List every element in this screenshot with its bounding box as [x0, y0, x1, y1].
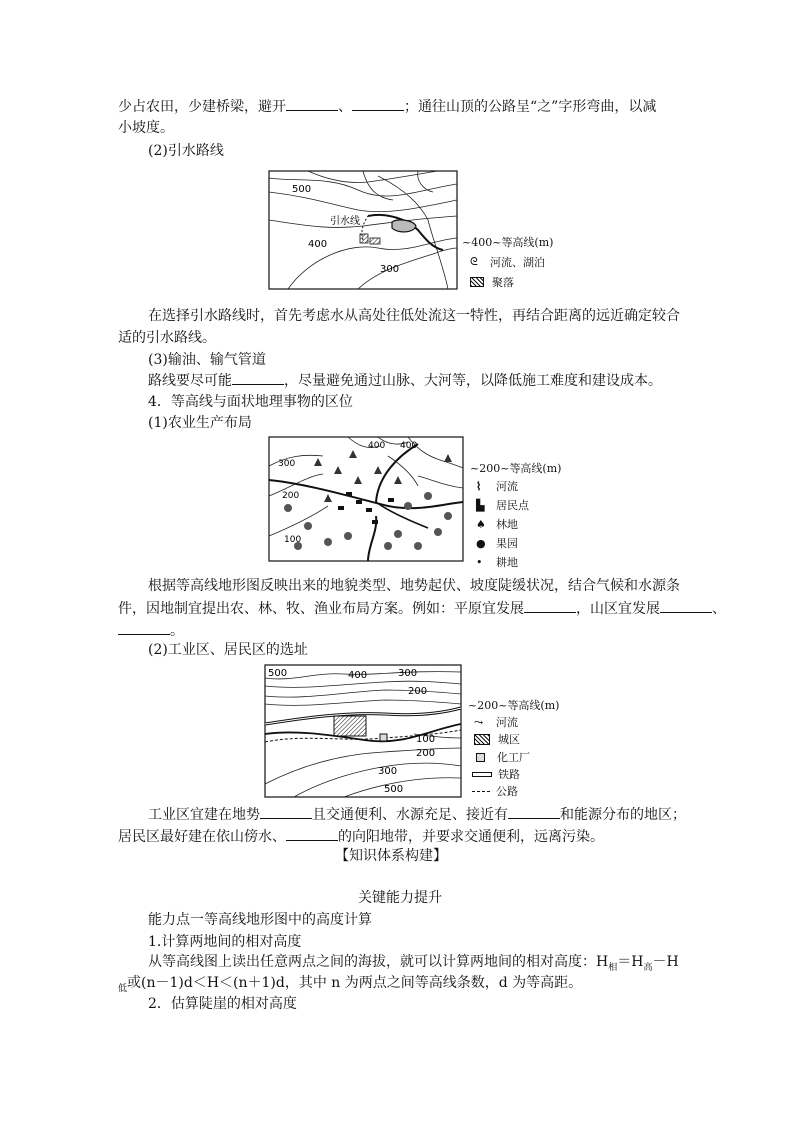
legend-text: 城区	[498, 733, 520, 746]
contour-label: 500	[292, 184, 312, 195]
text: 路线要尽可能	[148, 373, 232, 389]
para4-line2	[118, 598, 726, 619]
item1-title: 1.计算两地间的相对高度	[148, 934, 302, 950]
legend-text: 河流	[496, 716, 518, 729]
contour-label: 400	[368, 441, 386, 451]
para1-line1	[118, 96, 656, 117]
answer-blank[interactable]	[352, 96, 404, 111]
text: ，尽量避免通过山脉、大河等，以降低施工难度和建设成本。	[284, 373, 662, 389]
contour-label: 300	[380, 264, 400, 275]
text: 工业区宜建在地势	[148, 807, 260, 823]
text: 从等高线图上读出任意两点之间的海拔，就可以计算两地间的相对高度：H	[148, 954, 609, 970]
text: 或(n－1)d＜H＜(n＋1)d，其中 n 为两点之间等高线条数，d 为等高距。	[127, 975, 583, 991]
para3	[148, 370, 662, 391]
road-icon	[472, 791, 490, 792]
contour-label: 300	[378, 766, 398, 777]
legend-text: 等高线(m)	[509, 462, 562, 475]
section-pipe-title: (3)输油、输气管道	[148, 352, 266, 368]
contour-label: 400	[308, 239, 328, 250]
river-lake-icon: ᘓ	[470, 255, 478, 268]
legend-text: 化工厂	[497, 751, 530, 764]
contour-label: 100	[416, 734, 436, 745]
legend-text: 等高线(m)	[501, 236, 554, 249]
legend-text: 聚落	[492, 276, 514, 289]
legend-text: 200	[477, 698, 499, 712]
legend-text: 河流、湖泊	[490, 256, 545, 269]
contour-label: 100	[284, 535, 302, 545]
text: －H	[652, 954, 679, 970]
answer-blank[interactable]	[286, 826, 338, 841]
contour-label: 400	[348, 670, 368, 681]
contour-label: 400	[400, 441, 418, 451]
contour-legend-icon: ~	[468, 698, 478, 712]
text: 的向阳地带，并要求交通便利，远离污染。	[338, 829, 604, 845]
item2-title: 2．估算陡崖的相对高度	[148, 996, 297, 1012]
contour-legend-icon: ~	[462, 235, 472, 249]
legend-text: 等高线(m)	[507, 699, 560, 712]
contour-legend-icon: ~	[470, 461, 480, 475]
figure-water-canal	[268, 170, 458, 290]
figure1-legend	[462, 234, 582, 294]
para4-line3	[118, 620, 184, 641]
text: 、	[712, 601, 726, 617]
contour-label: 200	[416, 748, 436, 759]
section-water-title: (2)引水路线	[148, 143, 224, 159]
contour-label: 500	[268, 668, 288, 679]
legend-text: 果园	[496, 537, 518, 550]
railway-icon	[472, 772, 492, 777]
para1-line2: 小坡度。	[118, 120, 174, 136]
text: 居民区最好建在依山傍水、	[118, 829, 286, 845]
answer-blank[interactable]	[260, 804, 312, 819]
factory-icon	[476, 753, 485, 762]
text: 少占农田，少建桥梁，避开	[118, 99, 286, 115]
para2-line2: 适的引水路线。	[118, 330, 216, 346]
answer-blank[interactable]	[232, 370, 284, 385]
answer-blank[interactable]	[524, 598, 576, 613]
knowledge-header: 【知识体系构建】	[335, 848, 447, 864]
legend-text: 200	[479, 461, 501, 475]
figure2-legend	[470, 460, 590, 570]
contour-legend-icon: ~	[492, 235, 502, 249]
forest-icon: ♠	[476, 517, 486, 531]
answer-blank[interactable]	[508, 804, 560, 819]
contour-legend-icon: ~	[500, 461, 510, 475]
text: ；通往山顶的公路呈“之”字形弯曲，以减	[404, 99, 657, 115]
settlement-icon: ▙	[476, 498, 485, 512]
text: 且交通便利、水源充足、接近有	[312, 807, 508, 823]
point1-title: 能力点一等高线地形图中的高度计算	[148, 912, 372, 928]
answer-blank[interactable]	[660, 598, 712, 613]
contour-label: 200	[282, 491, 300, 501]
legend-text: 居民点	[496, 499, 529, 512]
para5-line2	[118, 826, 604, 847]
subscript: 高	[643, 962, 653, 973]
contour-legend-icon: ~	[498, 698, 508, 712]
para5-line1	[148, 804, 686, 825]
section-industry-title: (2)工业区、居民区的选址	[148, 642, 308, 658]
canal-label: 引水线	[330, 216, 360, 227]
legend-text: 400	[471, 235, 493, 249]
text: ＝H	[617, 954, 644, 970]
key-ability-title: 关键能力提升	[358, 890, 442, 906]
city-icon	[474, 734, 490, 745]
legend-text: 林地	[496, 518, 518, 531]
text: 、	[338, 99, 352, 115]
legend-text: 铁路	[498, 768, 520, 781]
river-icon: ⌇	[476, 479, 482, 493]
contour-label: 300	[398, 668, 418, 679]
farmland-icon: •	[476, 555, 483, 569]
subscript: 相	[608, 962, 618, 973]
village-icon	[470, 277, 484, 287]
text: 。	[170, 623, 184, 639]
legend-text: 河流	[496, 480, 518, 493]
answer-blank[interactable]	[118, 620, 170, 635]
contour-label: 500	[384, 784, 404, 795]
contour-label: 200	[408, 686, 428, 697]
figure-agriculture	[268, 436, 464, 562]
section4-title: 4．等高线与面状地理事物的区位	[148, 394, 353, 410]
text: ，山区宜发展	[576, 601, 660, 617]
legend-text: 公路	[496, 785, 518, 798]
section-agri-title: (1)农业生产布局	[148, 415, 252, 431]
figure3-legend	[468, 697, 588, 801]
para4-line1: 根据等高线地形图反映出来的地貌类型、地势起伏、坡度陡缓状况，结合气候和水源条	[148, 578, 680, 594]
legend-text: 耕地	[496, 556, 518, 569]
orchard-icon: ●	[476, 536, 486, 550]
river-icon: ⤳	[474, 715, 484, 729]
text: 件，因地制宜提出农、林、牧、渔业布局方案。例如：平原宜发展	[118, 601, 524, 617]
text: 和能源分布的地区；	[560, 807, 686, 823]
subscript: 低	[118, 983, 128, 994]
contour-label: 300	[278, 459, 296, 469]
para2-line1: 在选择引水路线时，首先考虑水从高处往低处流这一特性，再结合距离的远近确定较合	[148, 308, 680, 324]
figure-industry	[264, 664, 462, 798]
answer-blank[interactable]	[286, 96, 338, 111]
